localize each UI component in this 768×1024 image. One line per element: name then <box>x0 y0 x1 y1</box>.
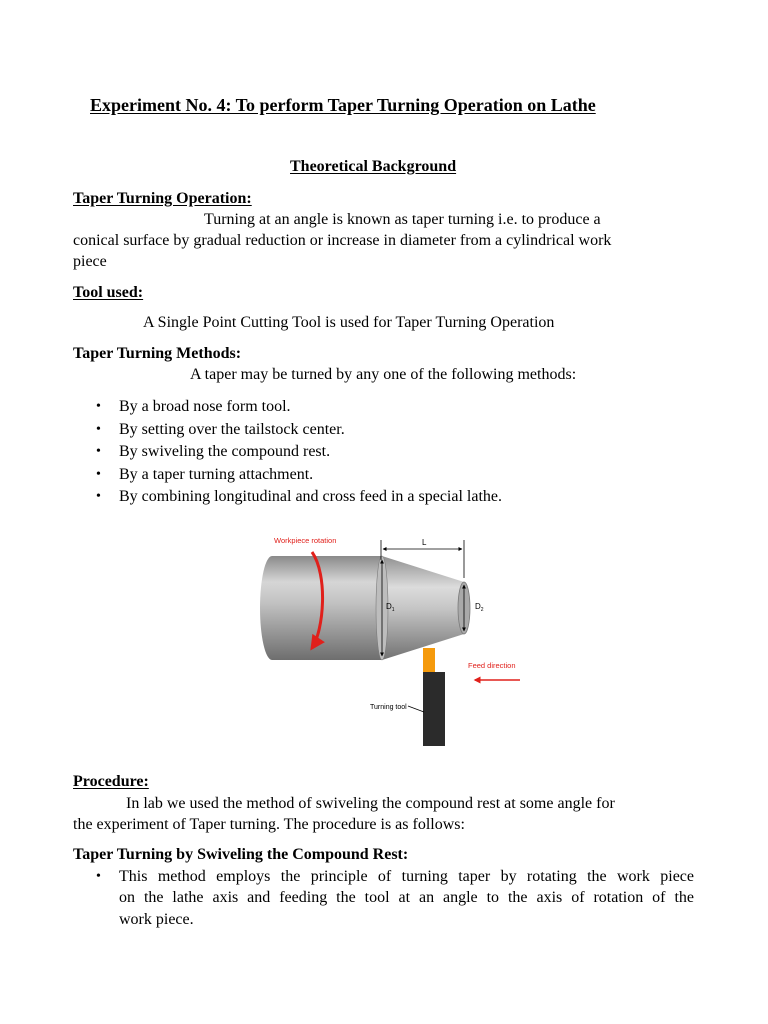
compound-rest-bullet-line1: This method employs the principle of turning taper by rotating the work piece <box>119 868 694 885</box>
compound-rest-bullet-line2: on the lathe axis and feeding the tool at an angle to the axis of rotation of the <box>119 889 694 906</box>
section-heading: Theoretical Background <box>290 158 457 175</box>
bullet-icon: • <box>96 422 101 437</box>
taper-operation-text-line1: Turning at an angle is known as taper turning i.e. to produce a <box>204 211 601 228</box>
procedure-heading: Procedure: <box>73 773 149 790</box>
feed-direction-label: Feed direction <box>468 661 516 670</box>
d2-label: $D_2$ <box>475 602 484 613</box>
list-item: By a taper turning attachment. <box>119 466 314 483</box>
compound-rest-bullet-line3: work piece. <box>119 911 194 928</box>
bullet-icon: • <box>96 869 101 884</box>
list-item: By swiveling the compound rest. <box>119 443 331 460</box>
taper-operation-text-line3: piece <box>73 253 107 270</box>
procedure-line1: In lab we used the method of swiveling the compound rest at some angle for <box>126 795 615 812</box>
tool-tip <box>423 648 435 672</box>
taper-operation-heading: Taper Turning Operation: <box>73 190 252 207</box>
list-item: By a broad nose form tool. <box>119 398 291 415</box>
bullet-icon: • <box>96 444 101 459</box>
workpiece-rotation-label: Workpiece rotation <box>274 536 337 545</box>
turning-tool-leader-line <box>408 706 424 712</box>
turning-tool-label: Turning tool <box>370 704 407 711</box>
tool-used-text: A Single Point Cutting Tool is used for Taper Turning Operation <box>143 314 555 331</box>
list-item: By setting over the tailstock center. <box>119 421 345 438</box>
procedure-line2: the experiment of Taper turning. The procedure is as follows: <box>73 816 465 833</box>
length-label: L <box>422 538 427 547</box>
bullet-icon: • <box>96 399 101 414</box>
taper-operation-text-line2: conical surface by gradual reduction or increase in diameter from a cylindrical work <box>73 232 612 249</box>
tool-used-heading: Tool used: <box>73 284 144 301</box>
page-title: Experiment No. 4: To perform Taper Turning Operation on Lathe <box>90 95 596 115</box>
turning-tool-body <box>423 672 445 746</box>
list-item: By combining longitudinal and cross feed in a special lathe. <box>119 488 503 505</box>
d1-label: $D_1$ <box>386 602 395 613</box>
taper-methods-intro: A taper may be turned by any one of the following methods: <box>190 366 577 383</box>
taper-methods-heading: Taper Turning Methods: <box>73 345 242 362</box>
bullet-icon: • <box>96 467 101 482</box>
compound-rest-heading: Taper Turning by Swiveling the Compound Rest: <box>73 846 409 863</box>
bullet-icon: • <box>96 489 101 504</box>
taper-turning-figure <box>250 530 540 750</box>
